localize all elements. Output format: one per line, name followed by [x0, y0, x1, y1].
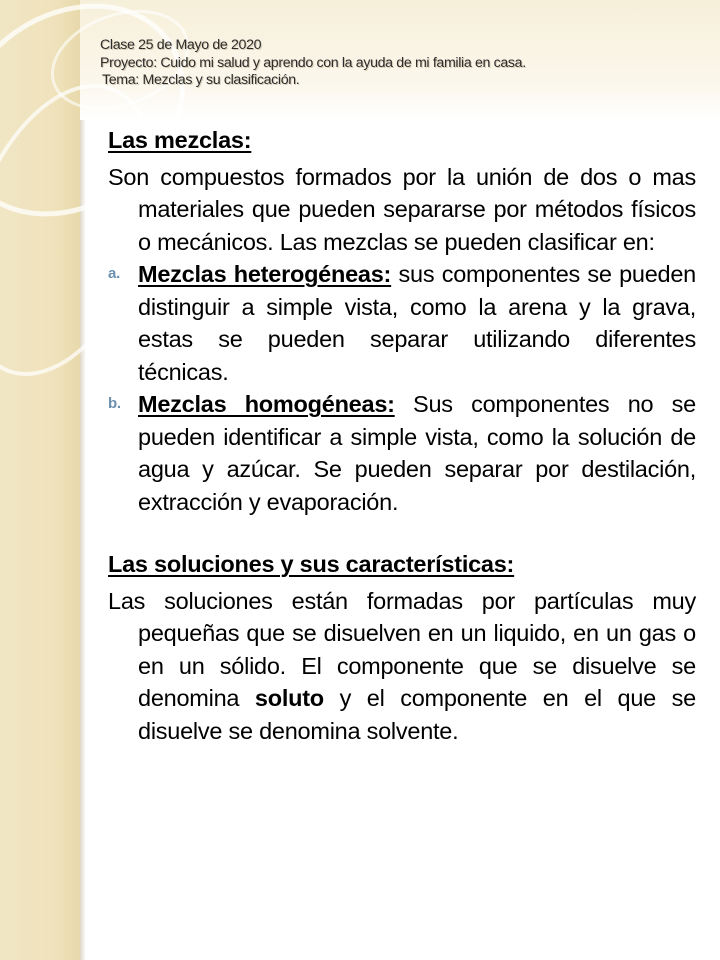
- class-date: Clase 25 de Mayo de 2020: [100, 37, 262, 53]
- term-heterogeneas: Mezclas heterogéneas:: [138, 261, 392, 287]
- description-homogeneas: Sus componentes no se pueden identificar a simple vista, como la solución de agua y azúcar. Se pueden separar por destilación, extracción y evaporación.: [138, 391, 696, 515]
- description-heterogeneas: sus componentes se pueden distinguir a simple vista, como la arena y la grava, estas se pueden separar utilizando diferentes técnicas.: [138, 261, 697, 385]
- project-title: Proyecto: Cuido mi salud y aprendo con la ayuda de mi familia en casa.: [100, 54, 526, 71]
- topic-title: Tema: Mezclas y su clasificación.: [102, 72, 300, 88]
- list-marker: a.: [108, 265, 121, 282]
- soluciones-definition: [108, 585, 696, 748]
- main-content: [108, 124, 696, 747]
- soluciones-text-start: Las soluciones están formadas por partículas muy pequeñas que se disuelven en un liquido, en un gas o en un sólido. El componente que se disuelve se denomina: [108, 587, 696, 711]
- list-item-heterogeneas: [108, 258, 696, 388]
- list-marker: b.: [108, 395, 121, 412]
- soluciones-text-end: y el componente en el que se disuelve se denomina solvente.: [138, 685, 697, 744]
- soluto-term: soluto: [254, 685, 324, 711]
- page-header: [100, 37, 700, 90]
- term-homogeneas: Mezclas homogéneas:: [138, 391, 395, 417]
- list-item-homogeneas: [108, 388, 696, 518]
- mezclas-definition: Son compuestos formados por la unión de dos o mas materiales que pueden separarse por métodos físicos o mecánicos. Las mezclas se pueden clasificar en:: [108, 163, 696, 255]
- section-heading-mezclas: Las mezclas:: [108, 127, 252, 153]
- section-heading-soluciones: Las soluciones y sus características:: [108, 551, 515, 577]
